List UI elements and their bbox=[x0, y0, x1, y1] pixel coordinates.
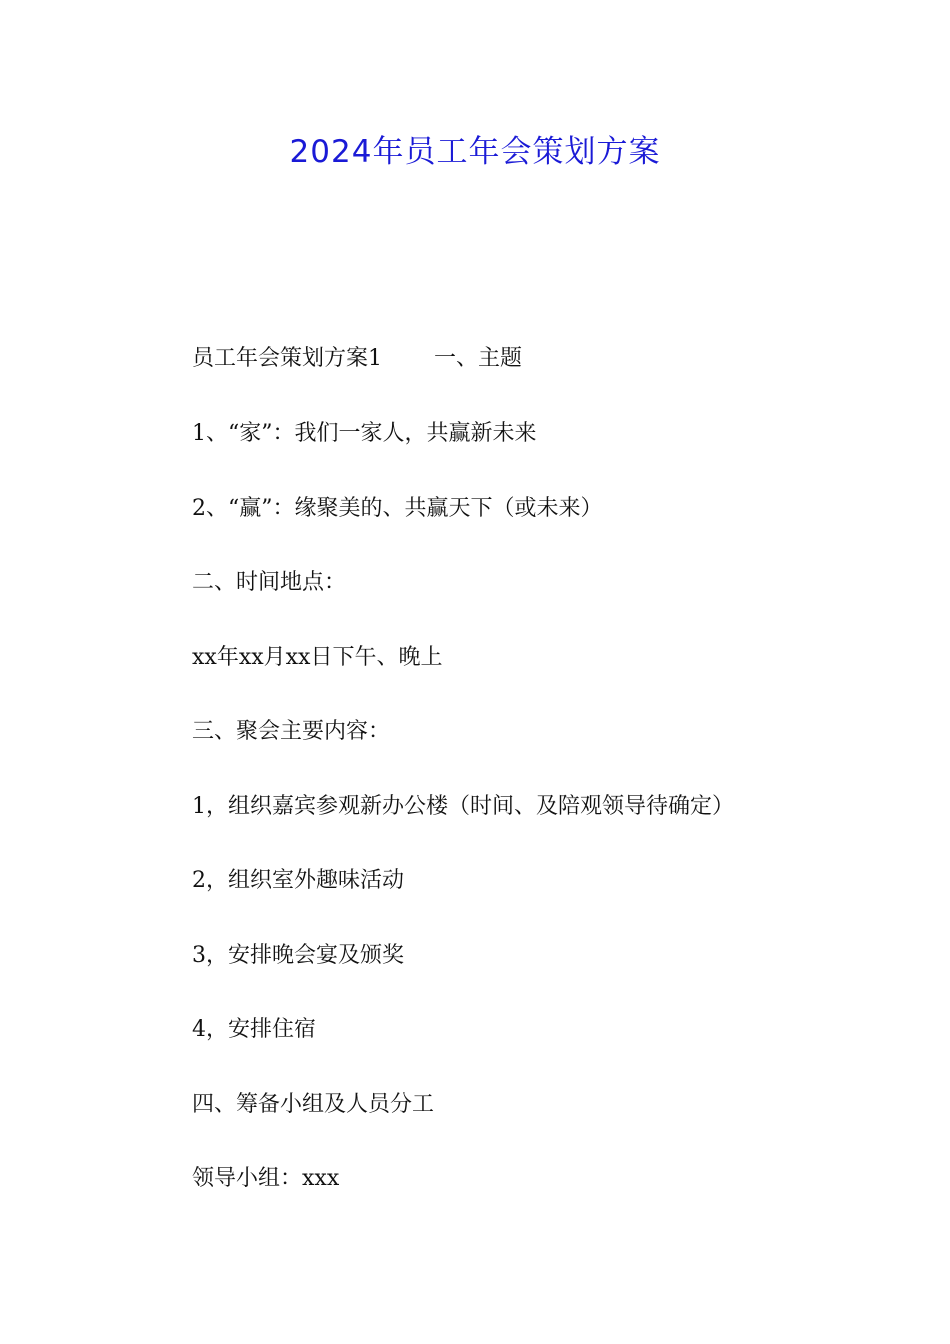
plan-heading-line bbox=[192, 343, 522, 375]
leader-group: 领导小组：xxx bbox=[192, 1166, 340, 1191]
plan-label: 员工年会策划方案1 bbox=[192, 346, 382, 371]
section-1-heading: 一、主题 bbox=[434, 346, 523, 371]
content-item-3: 3，安排晚会宴及颁奖 bbox=[192, 943, 404, 968]
time-place: xx年xx月xx日下午、晚上 bbox=[192, 645, 443, 670]
content-item-4: 4，安排住宿 bbox=[192, 1017, 316, 1042]
content-item-1: 1，组织嘉宾参观新办公楼（时间、及陪观领导待确定） bbox=[192, 794, 734, 819]
section-3-heading: 三、聚会主要内容： bbox=[192, 719, 391, 744]
document-title: 2024年员工年会策划方案 bbox=[289, 134, 661, 170]
theme-2: 2、“赢”：缘聚美的、共赢天下（或未来） bbox=[192, 496, 603, 521]
theme-1: 1、“家”：我们一家人，共赢新未来 bbox=[192, 421, 537, 446]
content-item-2: 2，组织室外趣味活动 bbox=[192, 868, 404, 893]
section-4-heading: 四、筹备小组及人员分工 bbox=[192, 1092, 435, 1117]
section-2-heading: 二、时间地点： bbox=[192, 570, 347, 595]
